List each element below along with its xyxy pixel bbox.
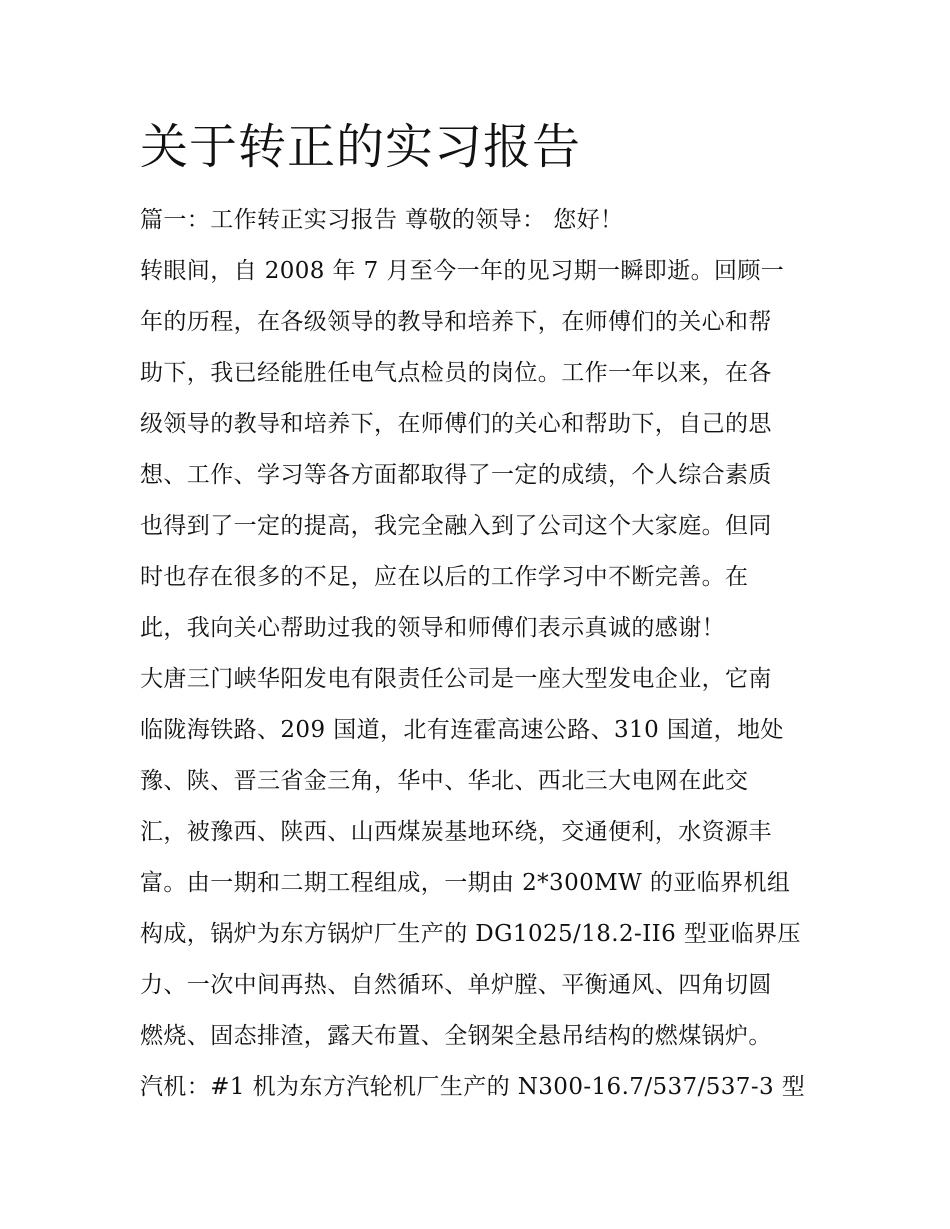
text-line: 临陇海铁路、209 国道，北有连霍高速公路、310 国道，地处 (140, 717, 784, 743)
text-line: 豫、陕、晋三省金三角，华中、华北、西北三大电网在此交 (140, 768, 749, 794)
text-line: 力、一次中间再热、自然循环、单炉膛、平衡通风、四角切圆 (140, 972, 772, 998)
text-line: 构成，锅炉为东方锅炉厂生产的 DG1025/18.2-II6 型亚临界压 (140, 921, 801, 947)
text-line: 级领导的教导和培养下，在师傅们的关心和帮助下，自己的思 (140, 411, 772, 437)
document-title: 关于转正的实习报告 (140, 119, 582, 175)
text-line: 年的历程，在各级领导的教导和培养下，在师傅们的关心和帮 (140, 309, 772, 335)
text-line: 时也存在很多的不足，应在以后的工作学习中不断完善。在 (140, 564, 749, 590)
text-line: 燃烧、固态排渣，露天布置、全钢架全悬吊结构的燃煤锅炉。 (140, 1023, 772, 1049)
text-line: 富。由一期和二期工程组成，一期由 2*300MW 的亚临界机组 (140, 870, 791, 896)
text-line: 助下，我已经能胜任电气点检员的岗位。工作一年以来，在各 (140, 360, 772, 386)
text-line: 大唐三门峡华阳发电有限责任公司是一座大型发电企业，它南 (140, 666, 772, 692)
text-line: 想、工作、学习等各方面都取得了一定的成绩，个人综合素质 (140, 462, 772, 488)
text-line: 汽机：#1 机为东方汽轮机厂生产的 N300-16.7/537/537-3 型 (140, 1074, 806, 1100)
text-line: 篇一：工作转正实习报告 尊敬的领导： 您好！ (140, 207, 624, 233)
text-line: 也得到了一定的提高，我完全融入到了公司这个大家庭。但同 (140, 513, 772, 539)
text-line: 汇，被豫西、陕西、山西煤炭基地环绕，交通便利，水资源丰 (140, 819, 772, 845)
text-line: 此，我向关心帮助过我的领导和师傅们表示真诚的感谢！ (140, 615, 725, 641)
text-line: 转眼间，自 2008 年 7 月至今一年的见习期一瞬即逝。回顾一 (140, 258, 785, 284)
